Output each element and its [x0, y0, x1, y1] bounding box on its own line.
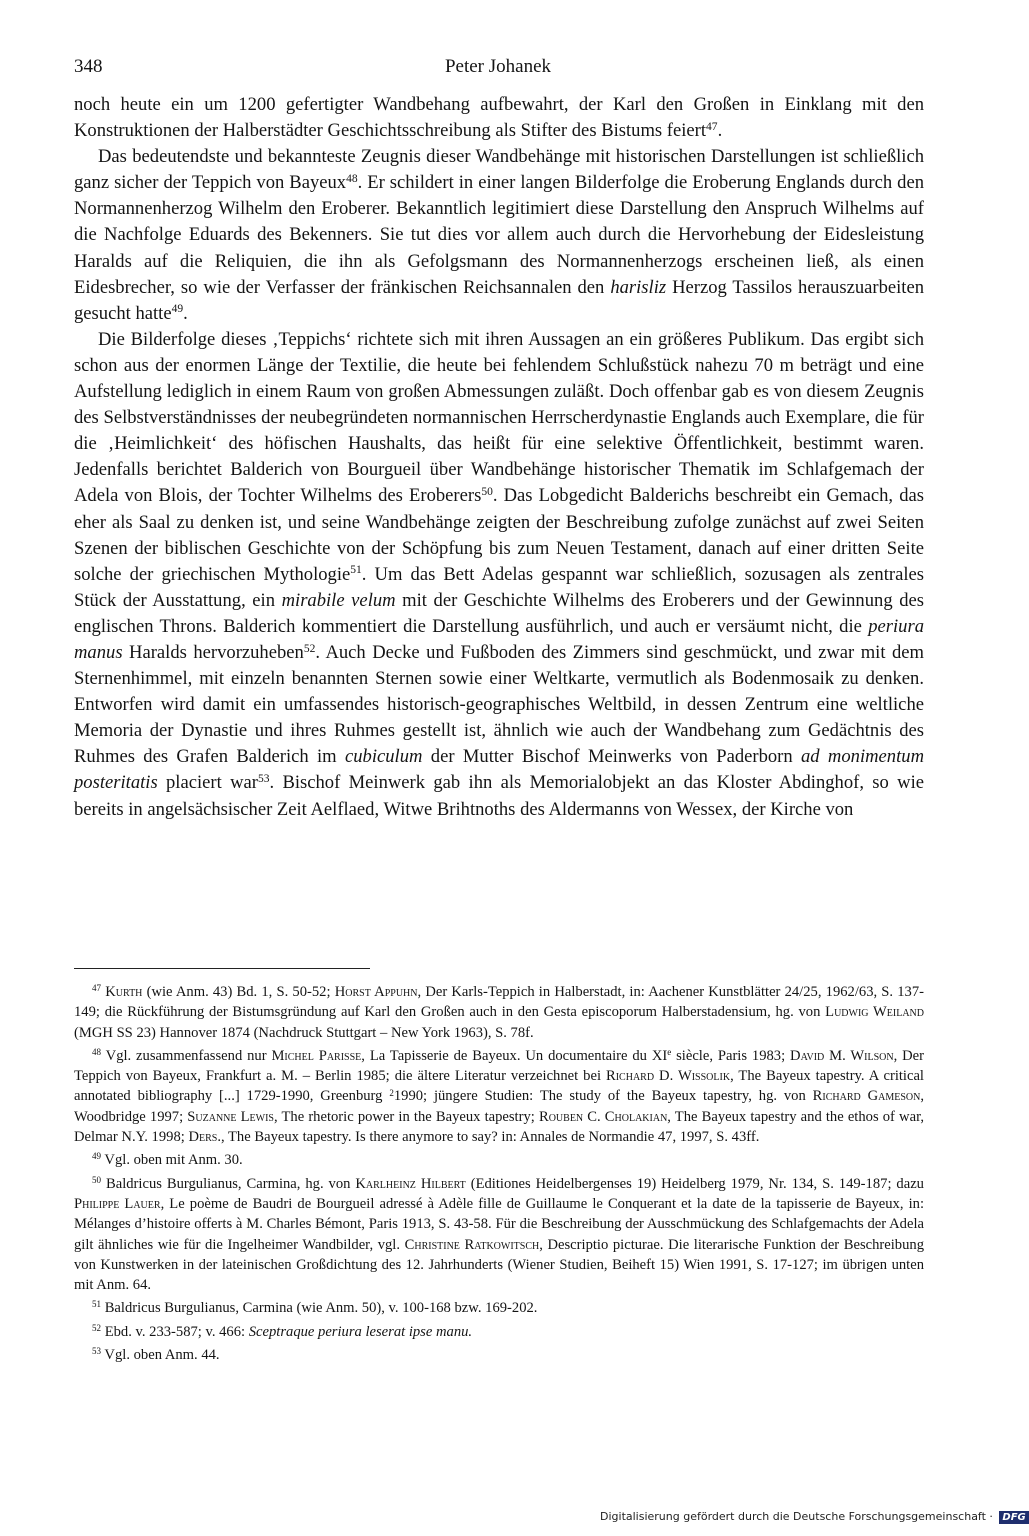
note-ref: 50: [481, 486, 493, 499]
note-ref: 47: [706, 120, 718, 133]
dfg-logo: DFG: [999, 1511, 1028, 1524]
author-name: Richard Gameson: [812, 1088, 921, 1105]
text-run: , Woodbridge 1997;: [74, 1088, 924, 1125]
text-run: .: [717, 120, 723, 142]
text-run: .: [183, 302, 188, 324]
author-name: Ders.: [188, 1129, 221, 1146]
text-run: Ebd. v. 233-587; v. 466:: [101, 1323, 249, 1340]
text-run: 1990; jüngere Studien: The study of the Bayeux tapestry, hg. von: [393, 1088, 813, 1105]
note-ref: 50: [92, 1174, 102, 1185]
text-run: , The Bayeux tapestry and the ethos of war, Delmar N.Y. 1998;: [74, 1108, 924, 1146]
text-run: (wie Anm. 43) Bd. 1, S. 50-52;: [142, 984, 335, 1000]
author-name: Kurth: [105, 984, 143, 1000]
note-ref: 52: [303, 642, 316, 655]
footnote-50: [74, 1174, 924, 1296]
note-ref: 51: [350, 564, 362, 577]
digitization-credit: [600, 1510, 1026, 1524]
text-run: Herzog Tassilos herauszuarbeiten gesucht hatte: [74, 276, 924, 324]
text-run: placiert war: [157, 772, 258, 794]
footnotes: [74, 982, 924, 1368]
paragraph-2: [74, 144, 924, 327]
note-ref: 49: [92, 1151, 102, 1162]
text-run: , Der Karls-Teppich in Halberstadt, in: Aachener Kunstblätter 24/25, 1962/63, S. 137-149; die Rückführung der Bistumsgründung auf Karl den Großen auch in den Gesta episcoporum Halberstadensium, hg. von: [74, 984, 924, 1021]
text-run: Baldricus Burgulianus, Carmina (wie Anm. 50), v. 100-168 bzw. 169-202.: [101, 1300, 538, 1317]
italic-text: ad monimentum posteritatis: [74, 746, 924, 794]
text-run: Baldricus Burgulianus, Carmina, hg. von: [101, 1175, 356, 1192]
footnote-48: [74, 1046, 924, 1147]
text-run: Vgl. oben Anm. 44.: [101, 1347, 220, 1364]
footnote-53: [74, 1345, 924, 1365]
text-run: , Le poème de Baudri de Bourgueil adressé à Adèle fille de Guillaume le Conquerant et la date de la tapisserie de Bayeux, in: Mélanges d’histoire offerts à M. Charles Bémont, Paris 1913, S. 43-58. Für die Beschreibung der Ausschmückung des Schlafgemachts der Adela gilt ähnliches wie für die Ingelheimer Wandbilder, vgl.: [74, 1195, 924, 1253]
text-run: . Das Lobgedicht Balderichs beschreibt ein Gemach, das eher als Saal zu denken ist, und seine Wandbehänge zeigten der Beschreibung zufolge zunächst auf zwei Seiten Szenen der biblischen Geschichte von der Schöpfung bis zum Neuen Testament, danach auf einer dritten Seite solche der griechischen Mythologie: [74, 485, 924, 585]
author-name: Karlheinz Hilbert: [355, 1175, 466, 1192]
author-name: Ludwig Weiland: [825, 1004, 924, 1021]
running-head: Peter Johanek: [444, 56, 552, 77]
note-ref: e: [667, 1046, 672, 1057]
text-run: , The Bayeux tapestry. Is there anymore to say? in: Annales de Normandie 47, 1997, S. 43ff.: [220, 1129, 760, 1146]
text-run: Die Bilderfolge dieses ‚Teppichs‘ richtete sich mit ihren Aussagen an ein größeres Publikum. Das ergibt sich schon aus der enormen Länge der Textilie, die heute bei fehlendem Schlußstück nahezu 70 m beträgt und eine Aufstellung lediglich in einem Raum von großen Abmessungen zuläßt. Doch offenbar gab es von diesem Zeugnis des Selbstverständnisses der neubegründeten normannischen Herrscherdynastie Englands auch Exemplare, die für die ‚Heimlichkeit‘ des höfischen Haushalts, das heißt für eine selektive Öffentlichkeit, bestimmt waren. Jedenfalls berichtet Balderich von Bourgueil über Wandbehänge historischer Thematik im Schlafgemach der Adela von Blois, der Tochter Wilhelms des Eroberers: [74, 328, 924, 507]
author-name: Christine Ratkowitsch: [404, 1236, 540, 1253]
author-name: David M. Wilson: [790, 1047, 894, 1064]
text-run: siècle, Paris 1983;: [671, 1047, 791, 1064]
author-name: Philippe Lauer: [74, 1195, 161, 1212]
text-run: , The Bayeux tapestry. A critical annotated bibliography [...] 1729-1990, Greenburg: [74, 1068, 924, 1105]
text-run: , Descriptio picturae. Die literarische Funktion der Beschreibung von Kunstwerken in der lateinischen Großdichtung des 12. Jahrhunderts (Wiener Studien, Beiheft 15) Wien 1991, S. 17-127; im übrigen unten mit Anm. 64.: [74, 1236, 924, 1294]
text-run: Vgl. zusammenfassend nur: [101, 1047, 272, 1064]
note-ref: 47: [92, 983, 102, 994]
italic-text: harisliz: [610, 276, 667, 298]
text-run: Haralds hervorzuheben: [122, 641, 304, 663]
author-name: Rouben C. Cholakian: [538, 1108, 668, 1125]
italic-text: mirabile velum: [281, 589, 396, 611]
note-ref: 49: [171, 303, 184, 316]
footnote-51: [74, 1298, 924, 1318]
text-run: , Der Teppich von Bayeux, Frankfurt a. M. – Berlin 1985; die ältere Literatur verzeichnet bei: [74, 1047, 924, 1085]
italic-text: Sceptraque periura leserat ipse manu.: [248, 1323, 473, 1340]
text-run: . Auch Decke und Fußboden des Zimmers sind geschmückt, und zwar mit dem Sternenhimmel, mit einzeln benannten Sternen sowie einer Weltkarte, vermutlich als Bodenmosaik zu denken. Entworfen wird damit ein umfassendes historisch-geographisches Weltbild, in dessen Zentrum eine weltliche Memoria der Dynastie und ihres Ruhmes gestellt ist, ähnlich wie auch der Wandbehang zum Gedächtnis des Ruhmes des Grafen Balderich im: [74, 641, 924, 768]
footnote-separator: [74, 968, 370, 969]
note-ref: 48: [346, 172, 358, 185]
note-ref: 48: [92, 1046, 102, 1057]
paragraph-1: [74, 92, 924, 144]
main-text: [74, 92, 924, 823]
text-run: noch heute ein um 1200 gefertigter Wandbehang aufbewahrt, der Karl den Großen in Einklang mit den Konstruktionen der Halberstädter Geschichtsschreibung als Stifter des Bistums feiert: [74, 94, 924, 142]
note-ref: 53: [92, 1346, 102, 1357]
note-ref: 2: [389, 1087, 394, 1098]
text-run: (MGH SS 23) Hannover 1874 (Nachdruck Stuttgart – New York 1963), S. 78f.: [74, 1024, 534, 1041]
footnote-47: [74, 982, 924, 1043]
text-run: , La Tapisserie de Bayeux. Un documentaire du XI: [361, 1047, 668, 1064]
paragraph-3: [74, 327, 924, 823]
credit-text: Digitalisierung gefördert durch die Deutsche Forschungsgemeinschaft ·: [600, 1510, 993, 1523]
text-run: . Um das Bett Adelas gespannt war schließlich, sozusagen als zentrales Stück der Ausstattung, ein: [74, 563, 924, 611]
footnote-49: [74, 1150, 924, 1170]
italic-text: cubiculum: [344, 746, 423, 768]
text-run: Vgl. oben mit Anm. 30.: [101, 1152, 243, 1169]
text-run: . Er schildert in einer langen Bilderfolge die Eroberung Englands durch den Normannenherzog Wilhelm den Eroberer. Bekanntlich legitimiert diese Darstellung den Anspruch Wilhelms auf die Nachfolge Eduards des Bekenners. Sie tut dies vor allem auch durch die Hervorhebung der Eidesleistung Haralds auf die Reliquien, die ihn als Gefolgsmann des Normannenherzogs erscheinen ließ, als einen Eidesbrecher, so wie der Verfasser der fränkischen Reichsannalen den: [74, 172, 924, 298]
text-run: der Mutter Bischof Meinwerks von Paderborn: [422, 746, 801, 768]
author-name: Richard D. Wissolik: [605, 1068, 731, 1085]
text-run: Das bedeutendste und bekannteste Zeugnis dieser Wandbehänge mit historischen Darstellungen ist schließlich ganz sicher der Teppich von Bayeux: [74, 146, 924, 194]
author-name: Michel Parisse: [271, 1047, 362, 1064]
author-name: Horst Appuhn: [334, 984, 418, 1000]
footnote-52: [74, 1322, 924, 1342]
italic-text: periura manus: [74, 615, 924, 663]
note-ref: 51: [92, 1299, 102, 1310]
page-header: [74, 56, 922, 86]
text-run: , The rhetoric power in the Bayeux tapestry;: [273, 1108, 539, 1125]
author-name: Suzanne Lewis: [187, 1108, 274, 1125]
note-ref: 53: [257, 773, 270, 786]
note-ref: 52: [92, 1322, 102, 1333]
text-run: (Editiones Heidelbergenses 19) Heidelberg 1979, Nr. 134, S. 149-187; dazu: [465, 1175, 924, 1192]
page-number: 348: [74, 56, 103, 77]
text-run: mit der Geschichte Wilhelms des Eroberers und der Gewinnung des englischen Throns. Balderich kommentiert die Darstellung ausführlich, und auch er versäumt nicht, die: [74, 589, 924, 637]
text-run: . Bischof Meinwerk gab ihn als Memorialobjekt an das Kloster Abdinghof, so wie bereits in angelsächsischer Zeit Aelflaed, Witwe Brihtnoths des Aldermanns von Wessex, der Kirche von: [74, 772, 925, 820]
